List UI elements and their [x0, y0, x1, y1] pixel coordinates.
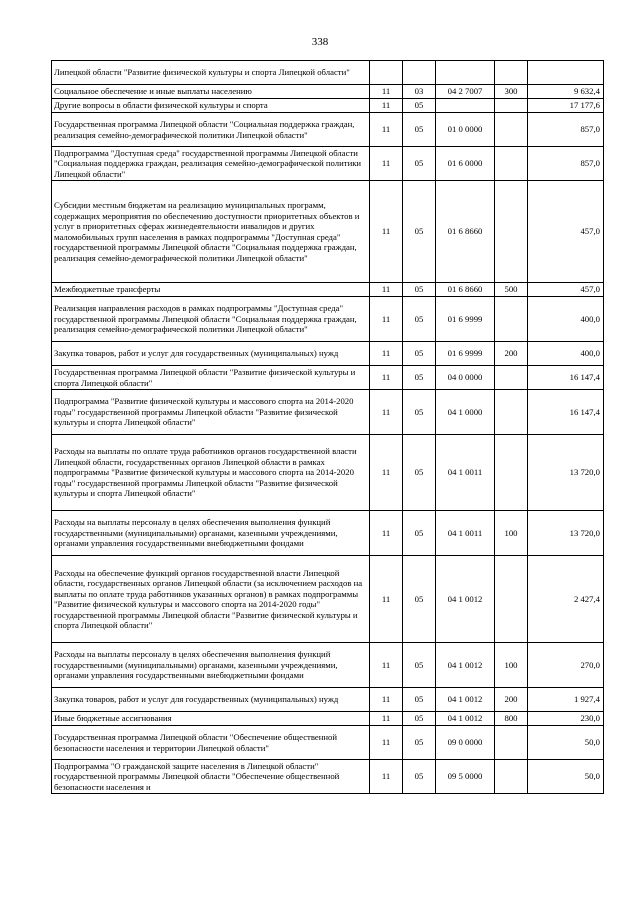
- expense-type-cell: 200: [495, 342, 528, 366]
- section-code-cell: 11: [370, 99, 403, 113]
- subsection-code-cell: 05: [403, 147, 436, 181]
- table-row: [52, 643, 604, 688]
- table-row: [52, 113, 604, 147]
- section-code-cell: 11: [370, 181, 403, 283]
- item-name-cell: Государственная программа Липецкой области "Обеспечение общественной безопасности населения и территории Липецкой области": [52, 726, 370, 760]
- target-article-cell: 04 1 0012: [436, 643, 495, 688]
- subsection-code-cell: 05: [403, 435, 436, 511]
- section-code-cell: 11: [370, 113, 403, 147]
- subsection-code-cell: 05: [403, 511, 436, 556]
- section-code-cell: 11: [370, 85, 403, 99]
- item-name-cell: Межбюджетные трансферты: [52, 283, 370, 297]
- section-code-cell: 11: [370, 688, 403, 712]
- expense-type-cell: [495, 61, 528, 85]
- amount-cell: 857,0: [528, 147, 604, 181]
- subsection-code-cell: 05: [403, 113, 436, 147]
- amount-cell: 17 177,6: [528, 99, 604, 113]
- section-code-cell: 11: [370, 366, 403, 390]
- amount-cell: [528, 61, 604, 85]
- target-article-cell: 01 6 0000: [436, 147, 495, 181]
- item-name-cell: Подпрограмма "О гражданской защите населения в Липецкой области" государственной программы Липецкой области "Обеспечение общественной безопасности населения и: [52, 760, 370, 794]
- expense-type-cell: 300: [495, 85, 528, 99]
- subsection-code-cell: 05: [403, 556, 436, 643]
- expense-type-cell: [495, 390, 528, 435]
- table-row: [52, 726, 604, 760]
- target-article-cell: 04 0 0000: [436, 366, 495, 390]
- item-name-cell: Другие вопросы в области физической культуры и спорта: [52, 99, 370, 113]
- section-code-cell: 11: [370, 283, 403, 297]
- subsection-code-cell: 03: [403, 85, 436, 99]
- subsection-code-cell: 05: [403, 688, 436, 712]
- amount-cell: 230,0: [528, 712, 604, 726]
- amount-cell: 16 147,4: [528, 366, 604, 390]
- item-name-cell: Расходы на выплаты персоналу в целях обеспечения выполнения функций государственными (муниципальными) органами, казенными учреждениями, органами управления государственными внебюджетными фондами: [52, 643, 370, 688]
- target-article-cell: 04 1 0012: [436, 556, 495, 643]
- section-code-cell: 11: [370, 643, 403, 688]
- page-number: 338: [311, 36, 329, 48]
- amount-cell: 50,0: [528, 726, 604, 760]
- expense-type-cell: 200: [495, 688, 528, 712]
- item-name-cell: Реализация направления расходов в рамках подпрограммы "Доступная среда" государственной программы Липецкой области "Социальная поддержка граждан, реализация семейно-демографической политики Липецкой области": [52, 297, 370, 342]
- subsection-code-cell: 05: [403, 712, 436, 726]
- expense-type-cell: [495, 99, 528, 113]
- target-article-cell: 04 1 0012: [436, 712, 495, 726]
- amount-cell: 400,0: [528, 342, 604, 366]
- expense-type-cell: [495, 726, 528, 760]
- subsection-code-cell: 05: [403, 390, 436, 435]
- section-code-cell: 11: [370, 390, 403, 435]
- budget-table: [51, 60, 604, 794]
- section-code-cell: 11: [370, 342, 403, 366]
- section-code-cell: 11: [370, 726, 403, 760]
- table-row: [52, 556, 604, 643]
- table-row: [52, 712, 604, 726]
- expense-type-cell: [495, 297, 528, 342]
- subsection-code-cell: 05: [403, 99, 436, 113]
- table-row: [52, 435, 604, 511]
- section-code-cell: 11: [370, 712, 403, 726]
- target-article-cell: 01 0 0000: [436, 113, 495, 147]
- section-code-cell: 11: [370, 147, 403, 181]
- target-article-cell: 04 1 0012: [436, 688, 495, 712]
- amount-cell: 16 147,4: [528, 390, 604, 435]
- table-row: [52, 297, 604, 342]
- amount-cell: 13 720,0: [528, 511, 604, 556]
- target-article-cell: [436, 99, 495, 113]
- section-code-cell: 11: [370, 511, 403, 556]
- table-row: [52, 688, 604, 712]
- subsection-code-cell: 05: [403, 366, 436, 390]
- table-row: [52, 99, 604, 113]
- item-name-cell: Иные бюджетные ассигнования: [52, 712, 370, 726]
- table-row: [52, 61, 604, 85]
- expense-type-cell: 500: [495, 283, 528, 297]
- item-name-cell: Государственная программа Липецкой области "Развитие физической культуры и спорта Липецкой области": [52, 366, 370, 390]
- expense-type-cell: [495, 760, 528, 794]
- target-article-cell: [436, 61, 495, 85]
- amount-cell: 2 427,4: [528, 556, 604, 643]
- subsection-code-cell: 05: [403, 283, 436, 297]
- subsection-code-cell: 05: [403, 342, 436, 366]
- table-row: [52, 390, 604, 435]
- target-article-cell: 01 6 9999: [436, 297, 495, 342]
- subsection-code-cell: 05: [403, 181, 436, 283]
- amount-cell: 857,0: [528, 113, 604, 147]
- item-name-cell: Закупка товаров, работ и услуг для государственных (муниципальных) нужд: [52, 688, 370, 712]
- target-article-cell: 04 1 0011: [436, 511, 495, 556]
- item-name-cell: Расходы на обеспечение функций органов государственной власти Липецкой области, государственных органов Липецкой области (за исключением расходов на выплаты по оплате труда работников указанных органов) в рамках подпрограммы "Развитие физической культуры и массового спорта на 2014-2020 годы" государственной программы Липецкой области "Развитие физической культуры и спорта Липецкой области": [52, 556, 370, 643]
- table-row: [52, 366, 604, 390]
- item-name-cell: Социальное обеспечение и иные выплаты населению: [52, 85, 370, 99]
- amount-cell: 457,0: [528, 283, 604, 297]
- target-article-cell: 01 6 8660: [436, 181, 495, 283]
- expense-type-cell: 800: [495, 712, 528, 726]
- expense-type-cell: [495, 147, 528, 181]
- section-code-cell: [370, 61, 403, 85]
- target-article-cell: 01 6 9999: [436, 342, 495, 366]
- amount-cell: 50,0: [528, 760, 604, 794]
- section-code-cell: 11: [370, 297, 403, 342]
- amount-cell: 9 632,4: [528, 85, 604, 99]
- table-row: [52, 181, 604, 283]
- section-code-cell: 11: [370, 760, 403, 794]
- amount-cell: 400,0: [528, 297, 604, 342]
- amount-cell: 1 927,4: [528, 688, 604, 712]
- item-name-cell: Государственная программа Липецкой области "Социальная поддержка граждан, реализация семейно-демографической политики Липецкой области": [52, 113, 370, 147]
- item-name-cell: Закупка товаров, работ и услуг для государственных (муниципальных) нужд: [52, 342, 370, 366]
- table-row: [52, 511, 604, 556]
- table-row: [52, 342, 604, 366]
- subsection-code-cell: 05: [403, 643, 436, 688]
- section-code-cell: 11: [370, 556, 403, 643]
- amount-cell: 457,0: [528, 181, 604, 283]
- item-name-cell: Подпрограмма "Развитие физической культуры и массового спорта на 2014-2020 годы" государственной программы Липецкой области "Развитие физической культуры и спорта Липецкой области": [52, 390, 370, 435]
- item-name-cell: Подпрограмма "Доступная среда" государственной программы Липецкой области "Социальная поддержка граждан, реализация семейно-демографической политики Липецкой области": [52, 147, 370, 181]
- expense-type-cell: [495, 181, 528, 283]
- budget-table-body: [52, 61, 604, 794]
- expense-type-cell: [495, 435, 528, 511]
- item-name-cell: Расходы на выплаты персоналу в целях обеспечения выполнения функций государственными (муниципальными) органами, казенными учреждениями, органами управления государственными внебюджетными фондами: [52, 511, 370, 556]
- item-name-cell: Субсидии местным бюджетам на реализацию муниципальных программ, содержащих мероприятия по обеспечению доступности приоритетных объектов и услуг в приоритетных сферах жизнедеятельности инвалидов и других маломобильных групп населения в рамках подпрограммы "Доступная среда" государственной программы Липецкой области "Социальная поддержка граждан, реализация семейно-демографической политики Липецкой области": [52, 181, 370, 283]
- target-article-cell: 09 0 0000: [436, 726, 495, 760]
- target-article-cell: 04 1 0000: [436, 390, 495, 435]
- table-row: [52, 283, 604, 297]
- target-article-cell: 04 2 7007: [436, 85, 495, 99]
- target-article-cell: 09 5 0000: [436, 760, 495, 794]
- section-code-cell: 11: [370, 435, 403, 511]
- table-row: [52, 147, 604, 181]
- amount-cell: 13 720,0: [528, 435, 604, 511]
- expense-type-cell: 100: [495, 511, 528, 556]
- expense-type-cell: 100: [495, 643, 528, 688]
- expense-type-cell: [495, 113, 528, 147]
- expense-type-cell: [495, 366, 528, 390]
- subsection-code-cell: 05: [403, 726, 436, 760]
- table-row: [52, 760, 604, 794]
- target-article-cell: 01 6 8660: [436, 283, 495, 297]
- table-row: [52, 85, 604, 99]
- amount-cell: 270,0: [528, 643, 604, 688]
- subsection-code-cell: [403, 61, 436, 85]
- item-name-cell: Липецкой области "Развитие физической культуры и спорта Липецкой области": [52, 61, 370, 85]
- item-name-cell: Расходы на выплаты по оплате труда работников органов государственной власти Липецкой области, государственных органов Липецкой области в рамках подпрограммы "Развитие физической культуры и массового спорта на 2014-2020 годы" государственной программы Липецкой области "Развитие физической культуры и спорта Липецкой области": [52, 435, 370, 511]
- expense-type-cell: [495, 556, 528, 643]
- subsection-code-cell: 05: [403, 297, 436, 342]
- subsection-code-cell: 05: [403, 760, 436, 794]
- target-article-cell: 04 1 0011: [436, 435, 495, 511]
